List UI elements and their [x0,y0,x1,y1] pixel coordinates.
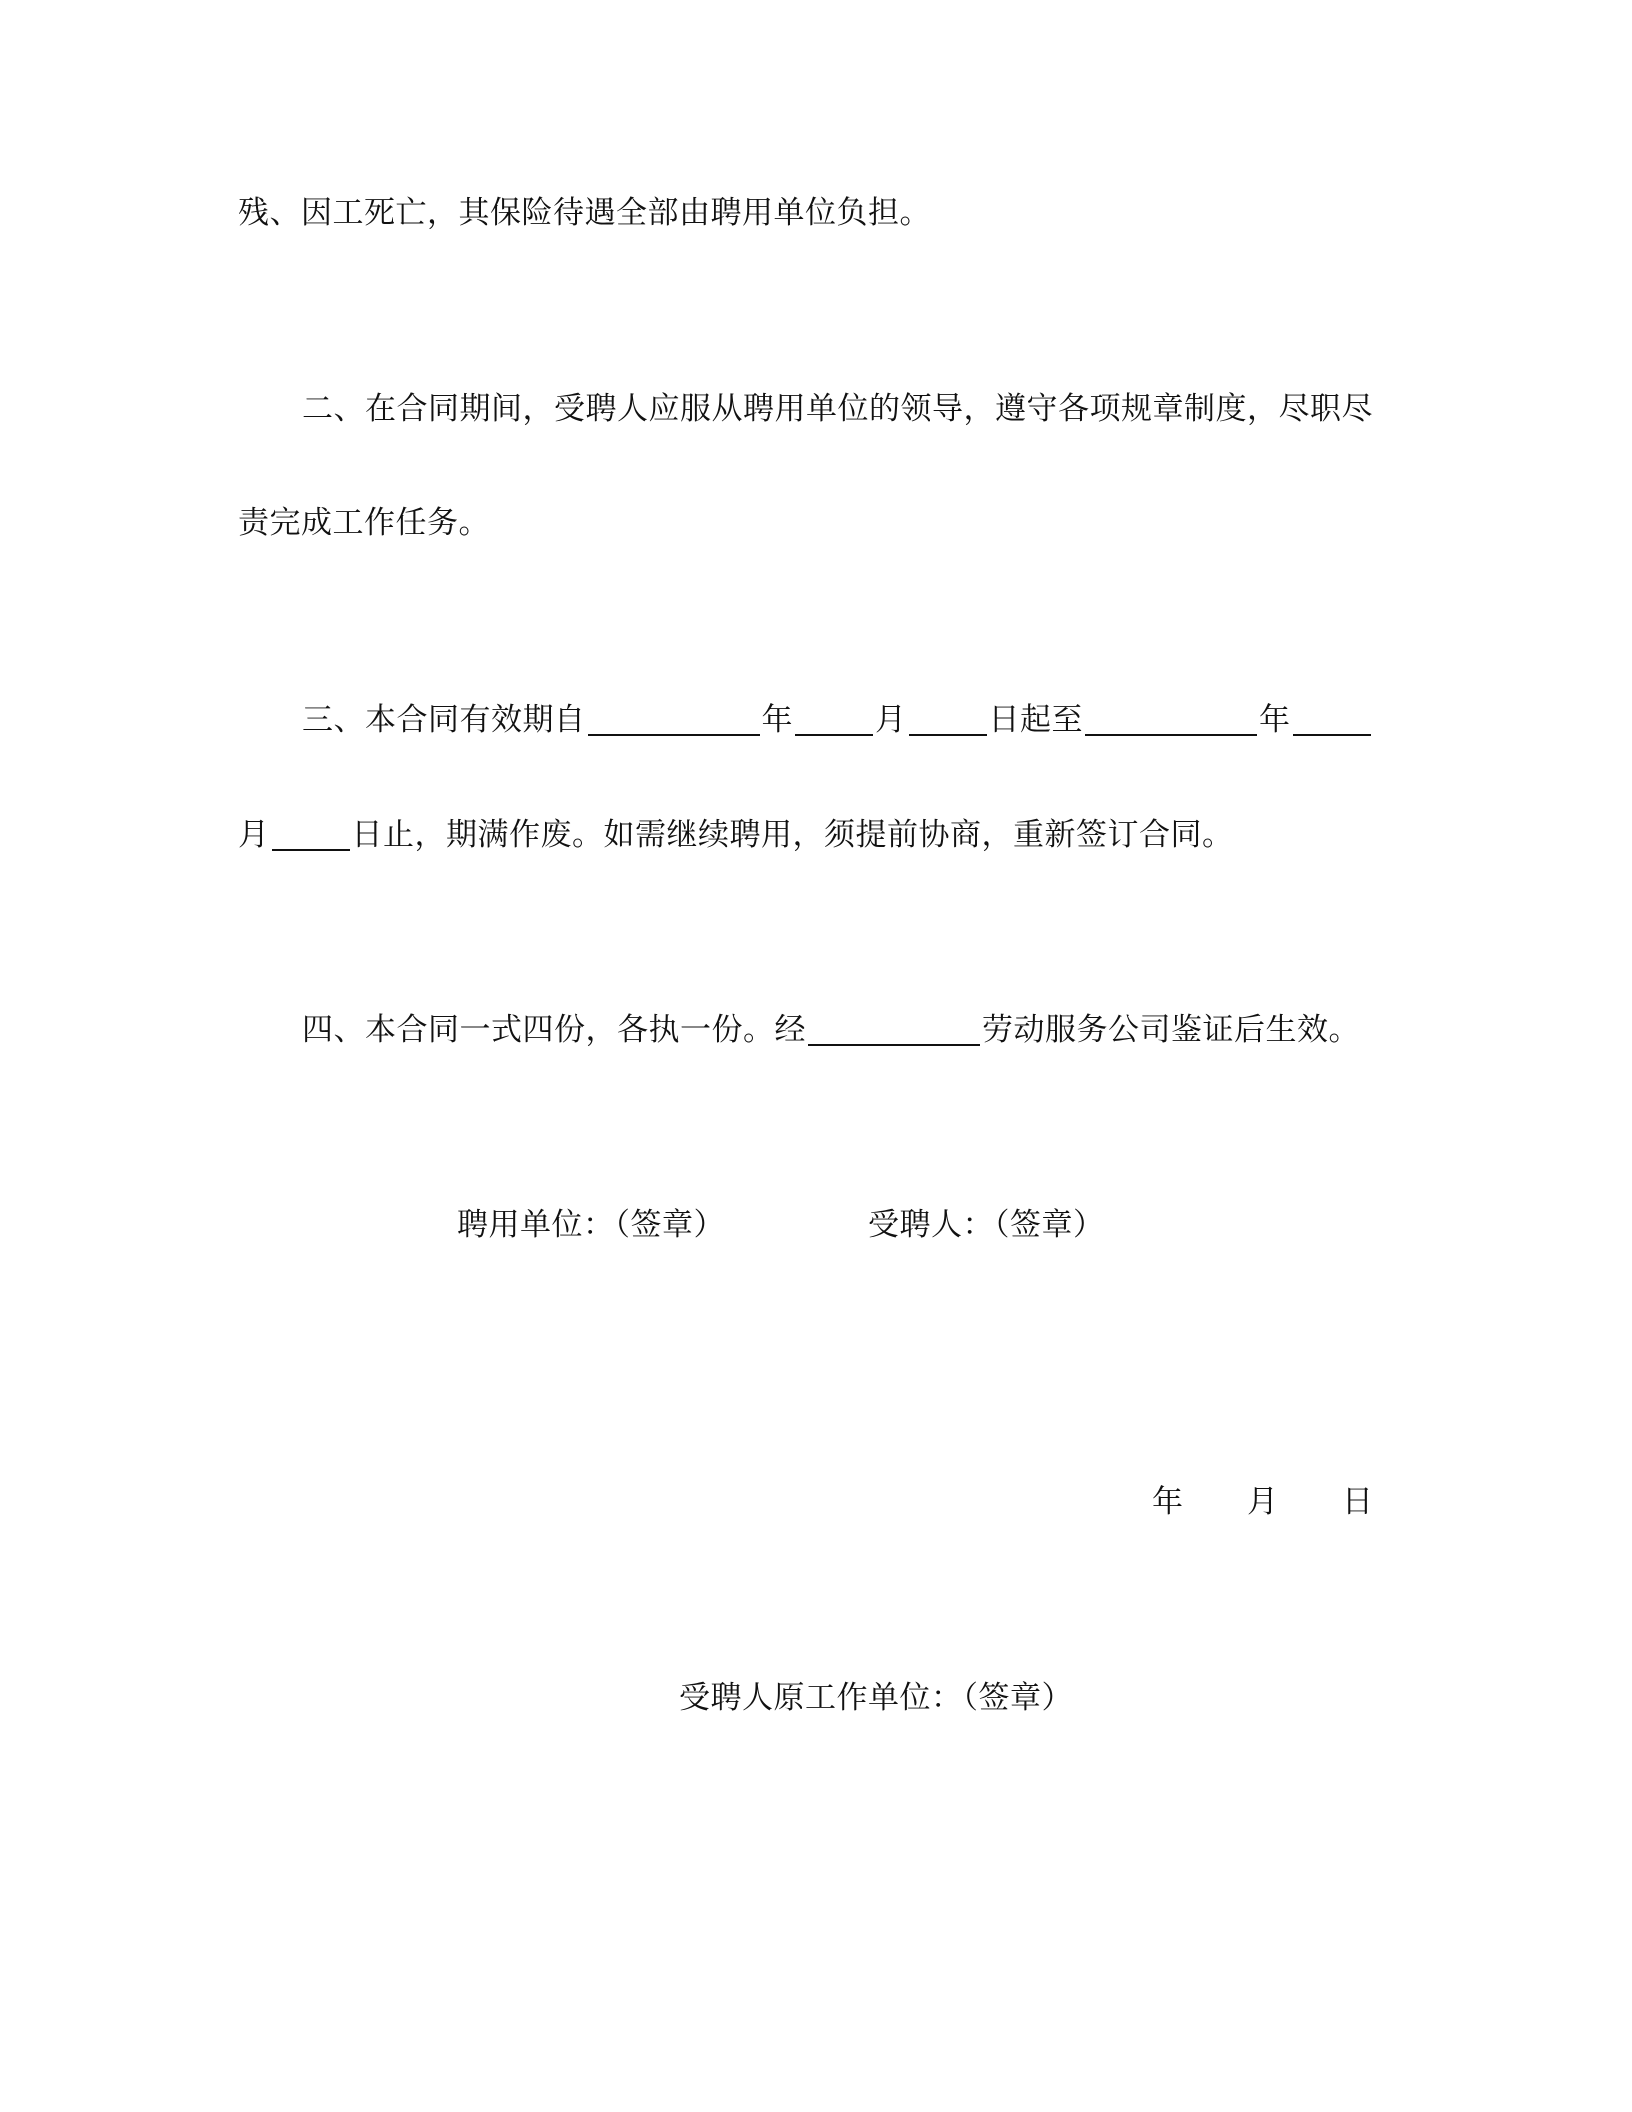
clause-3-prefix: 三、本合同有效期自 [302,702,586,738]
start-month-label: 月 [875,702,907,738]
date-month: 月 [1247,1484,1279,1520]
end-month-blank[interactable] [1293,704,1371,736]
date-day: 日 [1342,1484,1374,1520]
clause-3-line-2 [238,815,1234,855]
clause-3-rest: 日止，期满作废。如需继续聘用，须提前协商，重新签订合同。 [351,817,1234,853]
end-year-label: 年 [1259,702,1291,738]
end-year-blank[interactable] [1085,704,1257,736]
date-year: 年 [1152,1484,1184,1520]
end-day-blank[interactable] [272,819,350,851]
clause-2-line-1: 二、在合同期间，受聘人应服从聘用单位的领导，遵守各项规章制度，尽职尽 [302,391,1373,427]
clause-1-tail: 残、因工死亡，其保险待遇全部由聘用单位负担。 [238,195,931,231]
clause-3-line-1 [302,700,1373,740]
clause-4-prefix: 四、本合同一式四份，各执一份。经 [302,1012,806,1048]
start-year-label: 年 [761,702,793,738]
employee-signature: 受聘人：（签章） [868,1207,1105,1243]
end-month-label: 月 [238,817,270,853]
clause-4 [302,1010,1360,1050]
start-day-label: 日起至 [988,702,1083,738]
original-employer-signature: 受聘人原工作单位：（签章） [679,1680,1073,1716]
start-month-blank[interactable] [795,704,873,736]
service-company-blank[interactable] [808,1014,980,1046]
start-year-blank[interactable] [588,704,760,736]
employer-signature: 聘用单位：（签章） [457,1207,725,1243]
start-day-blank[interactable] [909,704,987,736]
clause-4-suffix: 劳动服务公司鉴证后生效。 [982,1012,1360,1048]
clause-2-line-2: 责完成工作任务。 [238,505,490,541]
